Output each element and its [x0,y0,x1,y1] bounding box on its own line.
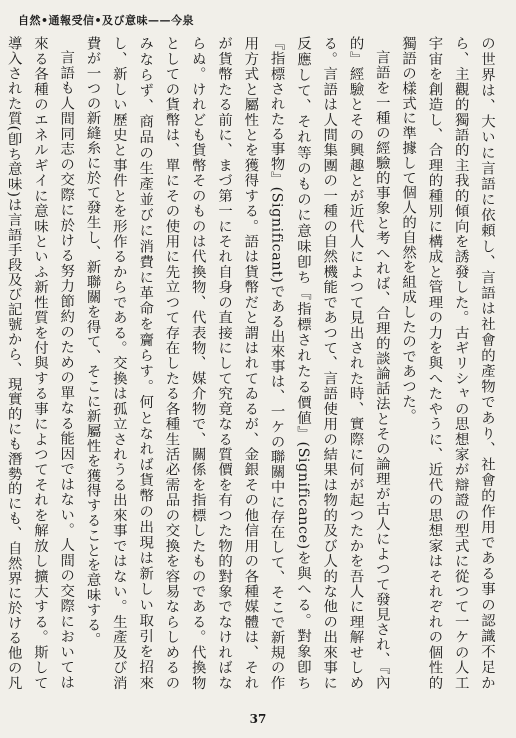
paragraph-1: の世界は、大いに言語に依頼し、言語は社會的產物であり、社會的作用である事の認識不足から、主觀的獨語的主我的傾向を誘發した。古ギリシャの思想家が辯證の型式に從つて一ケの人工宇宙を創造し、合理的種別に構成と管理の力を與へたやうに、近代の思想家はそれぞれの個性的獨語の樣式に準據して個人的自然を組成したのであつた。 [400,36,495,690]
running-header: 自然•通報受信•及び意味——今泉 [18,14,195,27]
paragraph-3: 言語も人間同志の交際に於ける努力節約のための單なる能因ではない。人間の交際においては來る各種のエネルギイに意味といふ新性質を付與する事によつてそれを解放し擴大する。斯して導入された質(卽ち意味)は言語手段及び記號から、現實的にも潛勢的にも、自然界に於ける他の凡 [5,36,75,690]
paragraph-2: 言語を一種の經驗的事象と考へれば、合理的談論話法とその論理が古人によつて發見され、『內的』經驗とその興趣とが近代人によつて見出された時、實際に何が起つたかを吾人に理解せしめる。言語は人間集團の一種の自然機能であつて、言語使用の結果は物的及び人的な他の出來事に反應して、それ等のものに意味卽ち『指標されたる價値』(Significance)を與へる。對象卽ち『指標されたる事物』(Significant)である出來事は、一ケの聯關中に存在して、そこで新規の作用方式と屬性とを獲得する。語は貨幣だと謂はれてゐるが、金銀その他信用の各種媒體は、それが貨幣たる前に、まづ第一にそれ自身の直接にして究竟なる質價を有つた物的對象でなければならぬ。けれども貨幣そのものは代換物、代表物、媒介物で、關係を指標したものである。代換物としての貨幣は、單にその使用に先立つて存在したる各種生活必需品の交換を容易ならしめるのみならず、商品の生產並びに消費に革命を齎らす。何となれば貨幣の出現は新しい取引を招來し、新しい歷史と事件とを形作るからである。交換は孤立されうる出來事ではない。生產及び消費が一つの新縫糸に於て發生し、新聯關を得て、そこに新屬性を獲得することを意味する。 [84,36,390,690]
body-text [5,36,500,690]
page-number: 37 [249,712,267,726]
